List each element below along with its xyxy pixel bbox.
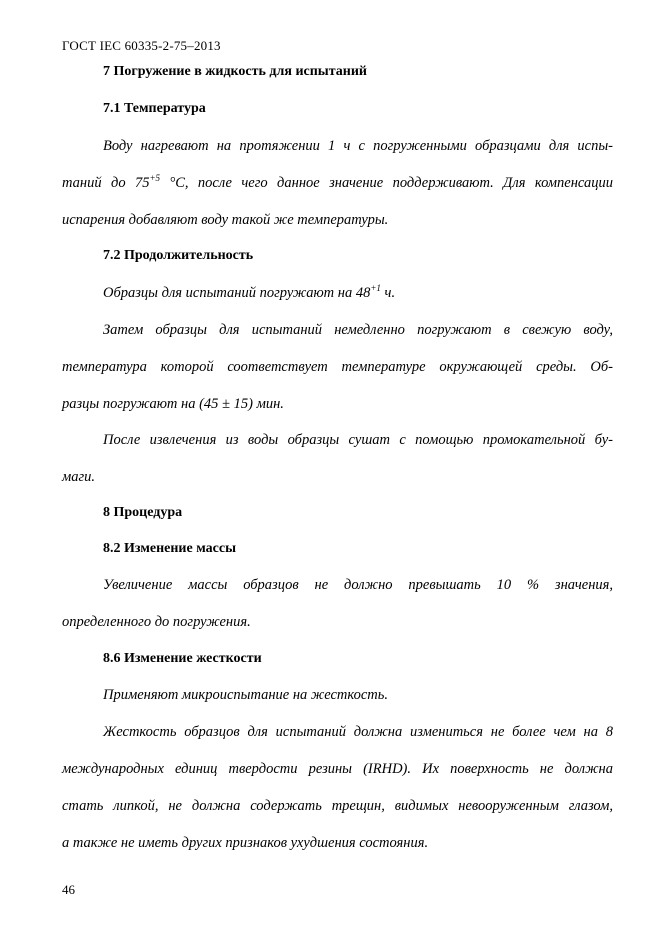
section-heading-7-1: 7.1 Температура (103, 101, 206, 116)
section-heading-8-6: 8.6 Изменение жесткости (103, 651, 262, 666)
text-fragment: ч. (380, 285, 396, 301)
text-line: маги. (62, 469, 96, 485)
paragraph-7-1 (62, 128, 613, 239)
section-heading-8-2: 8.2 Изменение массы (103, 541, 236, 556)
text-line: испарения добавляют воду такой же температуры. (62, 212, 389, 228)
text-line: Жесткость образцов для испытаний должна измениться не более чем на 8 (103, 724, 613, 740)
text-line (62, 165, 613, 202)
text-line: а также не иметь других признаков ухудшения состояния. (62, 835, 429, 851)
text-line (62, 275, 613, 312)
text-line: Увеличение массы образцов не должно превышать 10 % значения, (103, 577, 613, 593)
text-line: После извлечения из воды образцы сушат с помощью промокательной бу- (103, 432, 613, 448)
text-fragment: °С, после чего данное значение поддерживают. Для компенсации (160, 175, 613, 191)
paragraph-7-2-1 (62, 275, 613, 312)
text-line: Применяют микроиспытание на жесткость. (103, 687, 388, 703)
paragraph-8-2 (62, 567, 613, 641)
text-fragment: Образцы для испытаний погружают на 48 (103, 285, 371, 301)
section-heading-7: 7 Погружение в жидкость для испытаний (103, 64, 367, 79)
text-line: стать липкой, не должна содержать трещин, видимых невооруженным глазом, (62, 798, 613, 814)
text-line: определенного до погружения. (62, 614, 251, 630)
superscript: +1 (370, 283, 381, 293)
text-line: температура которой соответствует температуре окружающей среды. Об- (62, 359, 613, 375)
paragraph-8-6-2 (62, 714, 613, 862)
superscript: +5 (149, 173, 161, 183)
text-line: Воду нагревают на протяжении 1 ч с погруженными образцами для испы- (103, 138, 613, 154)
paragraph-8-6-1 (62, 677, 613, 714)
document-header: ГОСТ IEC 60335-2-75–2013 (62, 38, 221, 53)
text-line: международных единиц твердости резины (IRHD). Их поверхность не должна (62, 761, 613, 777)
page-number: 46 (62, 882, 75, 897)
paragraph-7-2-3 (62, 422, 613, 496)
text-line: Затем образцы для испытаний немедленно погружают в свежую воду, (103, 322, 613, 338)
text-fragment: таний до 75 (62, 175, 150, 191)
section-heading-8: 8 Процедура (103, 505, 183, 520)
text-line: разцы погружают на (45 ± 15) мин. (62, 396, 284, 412)
section-heading-7-2: 7.2 Продолжительность (103, 248, 254, 263)
paragraph-7-2-2 (62, 312, 613, 423)
